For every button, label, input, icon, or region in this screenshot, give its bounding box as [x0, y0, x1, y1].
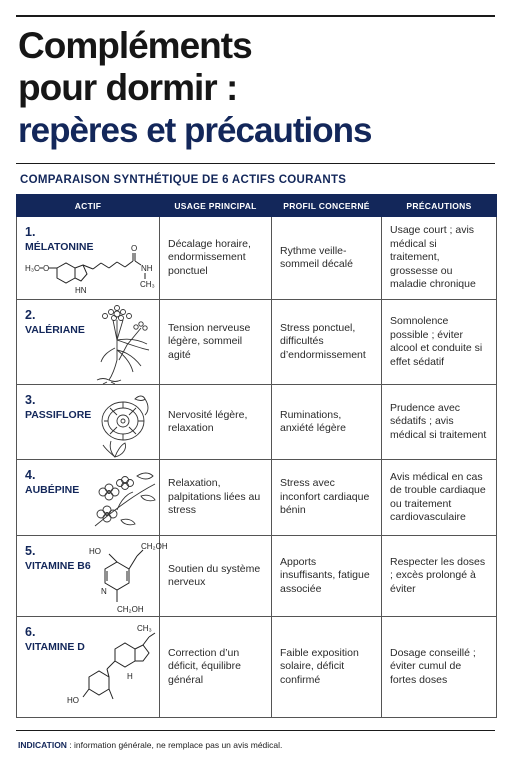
- col-header-usage: USAGE PRINCIPAL: [160, 195, 272, 217]
- precautions-cell: Usage court ; avis médical si traitement, grossesse ou maladie chronique: [382, 217, 497, 300]
- top-rule: [16, 15, 495, 17]
- precautions-cell: Dosage conseillé ; éviter cumul de fortes doses: [382, 617, 497, 718]
- actif-cell: [17, 385, 160, 460]
- row-number: 2.: [25, 308, 36, 322]
- actif-name: PASSIFLORE: [25, 409, 92, 421]
- usage-cell: Nervosité légère, relaxation: [160, 385, 272, 460]
- profil-cell: Faible exposition solaire, déficit confirmé: [272, 617, 382, 718]
- profil-cell: Stress avec inconfort cardiaque bénin: [272, 460, 382, 536]
- profil-cell: Apports insuffisants, fatigue associée: [272, 536, 382, 617]
- actif-cell: [17, 300, 160, 385]
- footer-rule: [16, 730, 495, 731]
- title-rule: [16, 163, 495, 164]
- actif-name: MÉLATONINE: [25, 241, 94, 253]
- footer-text: : information générale, ne remplace pas un avis médical.: [66, 740, 283, 750]
- molecule-label: HO: [67, 696, 79, 705]
- molecule-label: HN: [75, 286, 87, 295]
- profil-cell: Stress ponctuel, difficultés d’endormissement: [272, 300, 382, 385]
- profil-cell: Ruminations, anxiété légère: [272, 385, 382, 460]
- profil-cell: Rythme veille-sommeil décalé: [272, 217, 382, 300]
- col-header-profil: PROFIL CONCERNÉ: [272, 195, 382, 217]
- molecule-label: N: [101, 587, 107, 596]
- molecule-label: H₃C: [25, 264, 40, 273]
- title-line-1: Compléments: [18, 25, 252, 66]
- passionflower-bloom-icon: [102, 402, 144, 440]
- actif-cell: [17, 217, 160, 300]
- usage-cell: Correction d’un déficit, équilibre général: [160, 617, 272, 718]
- table-row: [17, 536, 497, 617]
- molecule-label: H: [127, 672, 133, 681]
- blossom-icon: [97, 477, 134, 523]
- molecule-label: CH₂OH: [141, 542, 168, 551]
- actif-name: VITAMINE D: [25, 641, 85, 653]
- precautions-cell: Respecter les doses ; excès prolongé à éviter: [382, 536, 497, 617]
- usage-cell: Décalage horaire, endormissement ponctuel: [160, 217, 272, 300]
- usage-cell: Soutien du système nerveux: [160, 536, 272, 617]
- molecule-label: O: [43, 264, 50, 273]
- molecule-label: CH₃: [140, 280, 155, 289]
- table-row: [17, 217, 497, 300]
- table-row: [17, 385, 497, 460]
- passionflower-icon: [17, 385, 160, 460]
- col-header-actif: ACTIF: [17, 195, 160, 217]
- actif-cell: [17, 617, 160, 718]
- molecule-label: HO: [89, 547, 101, 556]
- comparison-table: [16, 194, 497, 718]
- molecule-label: CH₂OH: [117, 605, 144, 614]
- vitamin-d-molecule-icon: [17, 617, 160, 718]
- molecule-label: O: [131, 244, 138, 253]
- table-header-row: [17, 195, 497, 217]
- hawthorn-branch-icon: [17, 460, 160, 536]
- actif-name: AUBÉPINE: [25, 484, 80, 496]
- precautions-cell: Avis médical en cas de trouble cardiaque ou traitement cardiovasculaire: [382, 460, 497, 536]
- flower-cluster-icon: [103, 306, 148, 331]
- actif-name: VITAMINE B6: [25, 560, 91, 572]
- title-line-2: pour dormir :: [18, 67, 238, 108]
- actif-cell: [17, 460, 160, 536]
- table-row: [17, 617, 497, 718]
- footer-label: INDICATION: [18, 740, 67, 750]
- table-row: [17, 300, 497, 385]
- usage-cell: Relaxation, palpitations liées au stress: [160, 460, 272, 536]
- molecule-label: NH: [141, 264, 153, 273]
- actif-cell: [17, 536, 168, 617]
- row-number: 6.: [25, 625, 36, 639]
- valerian-plant-icon: [17, 300, 160, 385]
- row-number: 5.: [25, 544, 36, 558]
- page-title: [18, 25, 498, 153]
- footer-note: [18, 740, 282, 750]
- molecule-label: CH₃: [137, 624, 152, 633]
- row-number: 4.: [25, 468, 36, 482]
- table-row: [17, 460, 497, 536]
- subtitle: COMPARAISON SYNTHÉTIQUE DE 6 ACTIFS COURANTS: [20, 174, 347, 186]
- row-number: 1.: [25, 225, 36, 239]
- melatonin-molecule-icon: [17, 217, 160, 300]
- row-number: 3.: [25, 393, 36, 407]
- actif-name: VALÉRIANE: [25, 324, 85, 336]
- precautions-cell: Prudence avec sédatifs ; avis médical si traitement: [382, 385, 497, 460]
- precautions-cell: Somnolence possible ; éviter alcool et conduite si effet sédatif: [382, 300, 497, 385]
- col-header-precautions: PRÉCAUTIONS: [382, 195, 497, 217]
- pyridoxine-molecule-icon: [17, 536, 168, 617]
- title-line-3: repères et précautions: [18, 111, 372, 150]
- usage-cell: Tension nerveuse légère, sommeil agité: [160, 300, 272, 385]
